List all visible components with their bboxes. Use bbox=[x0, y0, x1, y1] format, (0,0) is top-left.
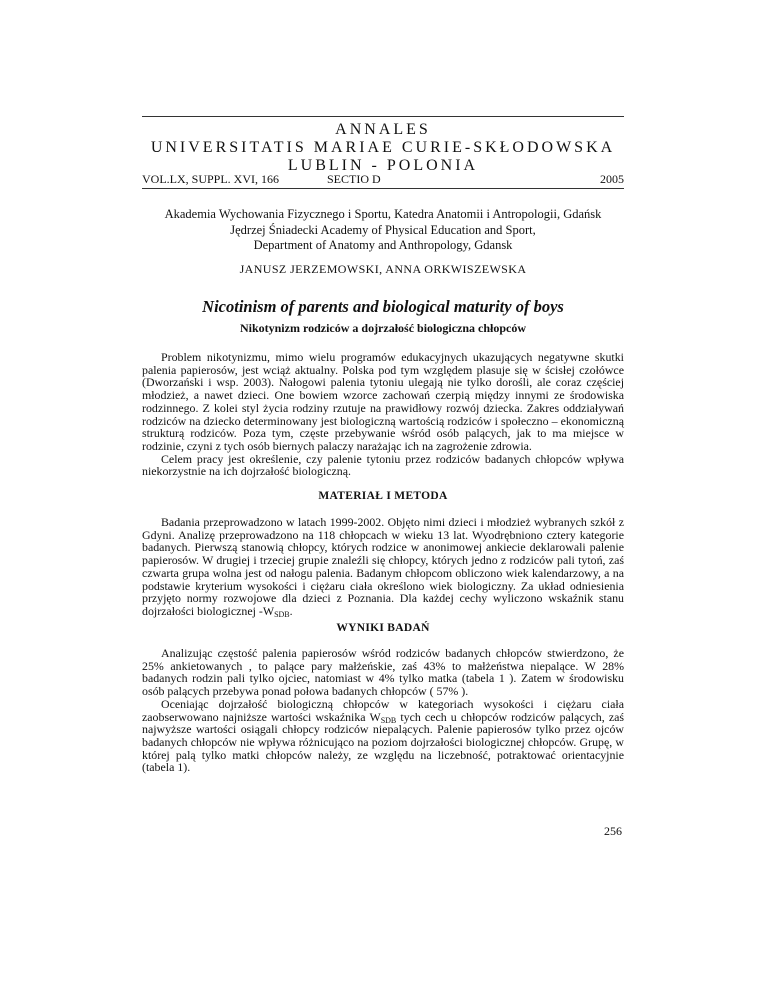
sectio-info: SECTIO D bbox=[327, 172, 381, 186]
affiliation-line-3: Department of Anatomy and Anthropology, Gdansk bbox=[253, 238, 513, 252]
affiliation-line-1: Akademia Wychowania Fizycznego i Sportu, Katedra Anatomii i Antropologii, Gdańsk bbox=[164, 207, 602, 221]
masthead-university: UNIVERSITATIS MARIAE CURIE-SKŁODOWSKA bbox=[150, 139, 616, 156]
intro-paragraph-1: Problem nikotynizmu, mimo wielu programów edukacyjnych ukazujących negatywne skutki palenia papierosów, jest wciąż aktualny. Polska pod tym względem plasuje się w ścisłej czołówce (Dworzański i wsp. 2003). Nałogowi palenia tytoniu ulegają nie tylko dorośli, ale coraz częściej młodzież, a nawet dzieci. One bowiem wzorce zachowań czerpią między innymi ze środowiska rodzinnego. Z kolei styl życia rodziny rzutuje na prawidłowy rozwój dziecka. Zakres oddziaływań rodziców na dziecko determinowany jest biologiczną wartością rodziców i społeczno – ekonomiczną strukturą rodziców. Poza tym, częste przebywanie wśród osób palących, jak to ma miejsce w rodzinie, czyni z tych osób biernych palaczy narażając ich na zagrożenie zdrowia. bbox=[142, 350, 624, 453]
article-title-polish: Nikotynizm rodziców a dojrzałość biologiczna chłopców bbox=[239, 321, 527, 335]
bottom-rule bbox=[142, 188, 624, 189]
page-number: 256 bbox=[604, 824, 622, 838]
year-info: 2005 bbox=[600, 172, 624, 186]
methods-section bbox=[142, 516, 624, 618]
volume-line bbox=[142, 172, 624, 186]
introduction bbox=[142, 351, 624, 478]
results-paragraph-2: Oceniając dojrzałość biologiczną chłopców w kategoriach wysokości i ciężaru ciała zaobserwowano najniższe wartości wskaźnika $W_{SDB}$ tych cech u chłopców rodziców palących, zaś najwyższe wartości osiągali chłopcy rodziców niepalących. Palenie papierosów tylko przez ojców badanych chłopców nie wpływa różnicująco na poziom dojrzałości biologicznej chłopców. Grupę, w której palą tylko matki chłopców należy, ze względu na liczebność, potraktować orientacyjnie (tabela 1). bbox=[142, 696, 624, 775]
masthead-city: LUBLIN - POLONIA bbox=[287, 157, 479, 174]
methods-paragraph: Badania przeprowadzono w latach 1999-2002. Objęto nimi dzieci i młodzież wybranych szkół z Gdyni. Analizę przeprowadzono na 118 chłopcach w wieku 13 lat. Wyodrębniono cztery kategorie badanych. Pierwszą stanowią chłopcy, których rodzice w anonimowej ankiecie deklarowali palenie papierosów. W drugiej i trzeciej grupie znaleźli się chłopcy, których jedno z rodziców pali tytoń, zaś czwarta grupa wolna jest od nałogu palenia. Badanym chłopcom obliczono wiek kalendarzowy, a na podstawie kryterium wysokości i ciężaru ciała określono wiek biologiczny. Za układ odniesienia przyjęto normy rozwojowe dla dzieci z Poznania. Dla każdej cechy wyliczono wskaźnik stanu dojrzałości biologicznej $-W_{SDB}$. bbox=[142, 515, 624, 619]
volume-info: VOL.LX, SUPPL. XVI, 166 bbox=[142, 172, 280, 186]
affiliation-line-2: Jędrzej Śniadecki Academy of Physical Education and Sport, bbox=[230, 222, 536, 237]
affiliation bbox=[142, 207, 624, 254]
authors: JANUSZ JERZEMOWSKI, ANNA ORKWISZEWSKA bbox=[239, 262, 527, 276]
masthead-annales: ANNALES bbox=[335, 121, 431, 138]
top-rule bbox=[142, 116, 624, 117]
section-heading-methods: MATERIAŁ I METODA bbox=[318, 490, 448, 502]
results-paragraph-1: Analizując częstość palenia papierosów wśród rodziców badanych chłopców stwierdzono, że 25% ankietowanych , to palące pary małżeńskie, zaś 43% to małżeństwa niepalące. W 28% badanych rodzin pali tylko ojciec, natomiast w 4% tylko matka (tabela 1 ). Zatem w środowisku osób palących przebywa ponad połowa badanych chłopców ( 57% ). bbox=[142, 646, 624, 699]
results-section bbox=[142, 647, 624, 774]
intro-paragraph-2: Celem pracy jest określenie, czy palenie tytoniu przez rodziców badanych chłopców wpływa niekorzystnie na ich dojrzałość biologiczną. bbox=[142, 451, 624, 479]
article-title-english: Nicotinism of parents and biological maturity of boys bbox=[202, 297, 564, 316]
section-heading-results: WYNIKI BADAŃ bbox=[336, 622, 430, 634]
